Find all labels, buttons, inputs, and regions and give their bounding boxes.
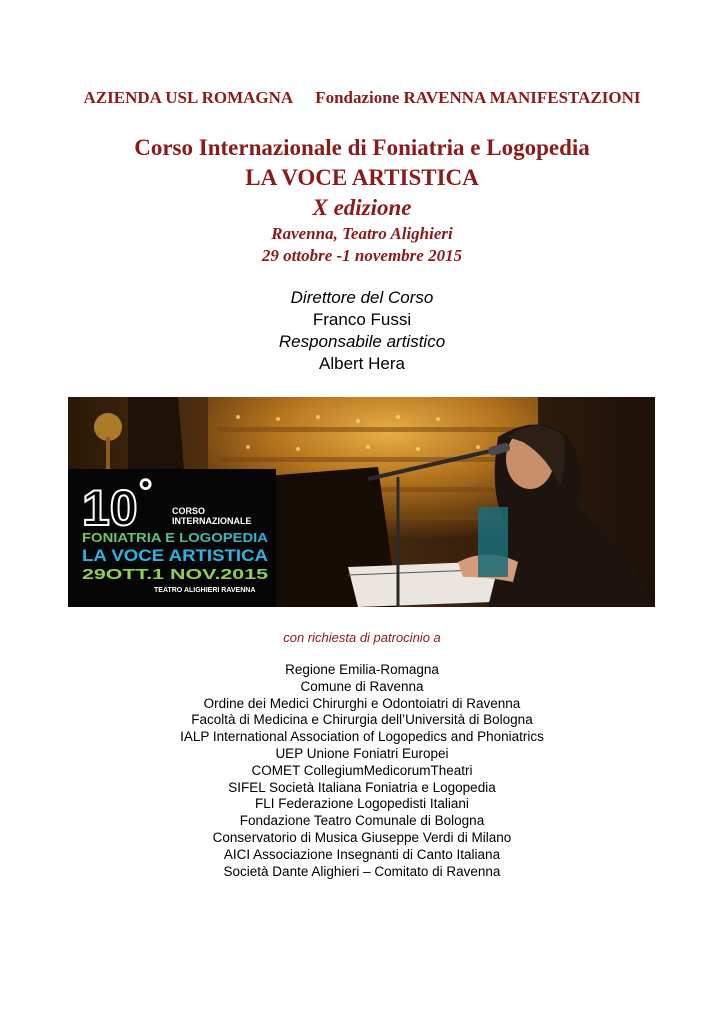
banner-dates: 29OTT.1 NOV.2015 (82, 566, 268, 583)
org-azienda-usl: AZIENDA USL ROMAGNA (83, 88, 294, 107)
banner-photo (68, 397, 655, 607)
patronage-item: Fondazione Teatro Comunale di Bologna (239, 813, 485, 829)
patronage-item: Società Dante Alighieri – Comitato di Ravenna (223, 863, 501, 879)
course-edition: X edizione (312, 195, 412, 220)
banner-number: 10 (82, 480, 138, 536)
patronage-item: SIFEL Società Italiana Foniatria e Logopedia (228, 779, 496, 795)
patronage-item: Facoltà di Medicina e Chirurgia dell’Università di Bologna (191, 712, 533, 728)
banner-line2: LA VOCE ARTISTICA (82, 546, 268, 565)
course-subtitle: LA VOCE ARTISTICA (245, 165, 479, 190)
patronage-item: COMET CollegiumMedicorumTheatri (251, 762, 473, 778)
banner-degree: ° (138, 472, 154, 514)
course-dates: 29 ottobre -1 novembre 2015 (261, 246, 463, 265)
banner-internazionale: INTERNAZIONALE (172, 516, 252, 526)
director-name: Franco Fussi (312, 310, 412, 329)
banner-line1: FONIATRIA E LOGOPEDIA (82, 530, 269, 545)
artistic-role: Responsabile artistico (278, 332, 446, 351)
org-fondazione: Fondazione RAVENNA MANIFESTAZIONI (315, 88, 641, 107)
patronage-item: Comune di Ravenna (300, 678, 424, 694)
patronage-list (0, 662, 724, 880)
patronage-item: Regione Emilia-Romagna (285, 662, 439, 677)
artistic-name: Albert Hera (319, 354, 405, 373)
course-venue: Ravenna, Teatro Alighieri (271, 224, 453, 243)
patronage-item: Ordine dei Medici Chirurghi e Odontoiatri di Ravenna (203, 695, 521, 711)
staff-block (0, 287, 724, 375)
banner-venue: TEATRO ALIGHIERI RAVENNA (154, 587, 256, 594)
patronage-item: UEP Unione Foniatri Europei (275, 745, 449, 761)
banner-corso: CORSO (172, 506, 206, 516)
patronage-item: IALP International Association of Logopedics and Phoniatrics (180, 729, 544, 745)
header-organizations (0, 88, 724, 108)
course-title: Corso Internazionale di Foniatria e Logopedia (134, 135, 590, 160)
patronage-intro: con richiesta di patrocinio a (283, 630, 441, 645)
patronage-item: Conservatorio di Musica Giuseppe Verdi di Milano (212, 829, 512, 845)
patronage-item: AICI Associazione Insegnanti di Canto Italiana (223, 846, 501, 862)
director-role: Direttore del Corso (290, 288, 434, 307)
course-title-block (0, 133, 724, 267)
patronage-item: FLI Federazione Logopedisti Italiani (255, 796, 469, 812)
